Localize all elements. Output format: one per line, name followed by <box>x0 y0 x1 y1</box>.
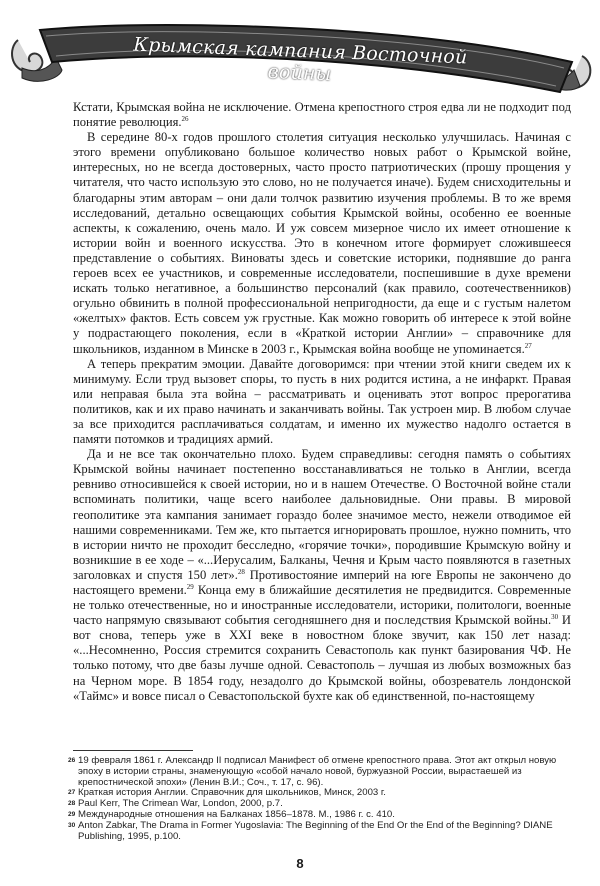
footnote-text: Краткая история Англии. Справочник для школьников, Минск, 2003 г. <box>78 787 386 799</box>
footnote-text: Международные отношения на Балканах 1856–1878. М., 1986 г. с. 410. <box>78 808 395 820</box>
header-banner <box>0 0 600 100</box>
page-number: 8 <box>296 856 304 871</box>
text-run: Да и не все так окончательно плохо. Будем справедливы: сегодня память о событиях Крымской войны начинает постепенно восстанавливаться не только в Англии, всегда ревниво относившейся к своей истории, но и в нашем Отечестве. О Восточной войне стали вспоминать политики, чаще всего наиболее дальновидные. Они правы. В мировой геополитике эта кампания занимает гораздо более значимое место, нежели отводимое ей нашими современниками. Тем же, кто пытается игнорировать прошлое, нужно помнить, что в истории ничто не проходит бесследно, «горячие точки», породившие Крымскую войну и возникшие в ее ходе – «...Иерусалим, Балканы, Чечня и Крым часто появляются в газетных заголовках и спустя 150 лет». <box>73 447 571 582</box>
body-text <box>73 100 571 704</box>
footnote-number: 29 <box>68 810 76 818</box>
footnote-item <box>68 756 574 788</box>
text-run: Конца ему в ближайшие десятилетия не предвидится. Современные не только отечественные, но и иностранные исследователи, историки, политологи, военные часто напрямую связывают события сегодняшнего дня и последствия Крымской войны. <box>73 583 571 628</box>
footnote-text: Paul Kerr, The Crimean War, London, 2000, p.7. <box>78 798 283 810</box>
text-run: В середине 80-х годов прошлого столетия ситуация несколько улучшилась. Начиная с этого времени опубликовано большое количество новых работ о Крымской войне, интересных, но не всегда достоверных, часто просто патриотических (прошу прощения у читателя, что часто использую это слово, но не получается иначе). Будем снисходительны и благодарны этим авторам – они дали толчок развитию изучения проблемы. В то же время исследований, детально освещающих события Крымской войны, особенно ее военные аспекты, к сожалению, очень мало. И уж совсем мизерное число их имеет отношение к истории войн и военного искусства. Это в конечном итоге формирует сложившееся представление о событиях. Виноваты здесь и советские историки, поднявшие до ранга героев всех ее участников, и современные исследователи, поспешившие в духе времени искать только негативное, а большинство персоналий (как правило, соотечественников) огульно обвинить в полной профессиональной непригодности, да еще и с густым налетом «желтых» фактов. Есть совсем уж грустные. Как можно говорить об интересе к этой войне у подрастающего поколения, если в «Краткой истории Англии» – справочнике для школьников, изданном в Минске в 2003 г., Крымская война вообще не упоминается. <box>73 130 571 356</box>
footnote-number: 28 <box>68 800 76 808</box>
footnote-item <box>68 821 574 843</box>
text-run: А теперь прекратим эмоции. Давайте договоримся: при чтении этой книги сведем их к минимуму. Если труд вызовет споры, то пусть в них родится истина, а не инфаркт. Правая или неправая была эта война – рассматривать и оценивать этот вопрос прерогатива политиков, как и их право начинать и заканчивать войны. Так устроен мир. В любом случае за все приходится расплачиваться солдатам, и именно их мужество надолго остается в памяти потомков и традициях армий. <box>73 356 571 447</box>
footnote-text: 19 февраля 1861 г. Александр II подписал Манифест об отмене крепостного права. Этот акт открыл новую эпоху в истории страны, знаменующую «собой начало новой, буржуазной России, вырастаешей из крепостнической эпохи» (Ленин В.И.; Соч., т. 17, с. 96). <box>78 755 557 788</box>
footnote-reference[interactable]: 27 <box>524 341 532 350</box>
paragraph <box>73 130 571 356</box>
footnote-number: 27 <box>68 789 76 797</box>
text-run: Противостояние империй на юге Европы не закончено до настоящего времени. <box>73 567 571 597</box>
footnote-number: 26 <box>68 757 76 764</box>
paragraph <box>73 447 571 704</box>
footnote-number: 30 <box>68 821 76 829</box>
footnote-reference[interactable]: 28 <box>237 567 245 576</box>
footnote-divider <box>73 750 193 751</box>
footnote-reference[interactable]: 29 <box>186 582 194 591</box>
paragraph <box>73 100 571 130</box>
footnote-text: Anton Zabkar, The Drama in Former Yugoslavia: The Beginning of the End Or the End of the Beginning? DIANE Publishing, 1995, p.100. <box>78 819 553 842</box>
footnotes <box>68 756 574 842</box>
paragraph <box>73 357 571 448</box>
text-run: Кстати, Крымская война не исключение. Отмена крепостного строя едва ли не подходит под понятие революция. <box>73 100 571 130</box>
text-run: И вот снова, теперь уже в XXI веке в новостном блоке звучит, как 150 лет назад: «...Несомненно, Россия стремится сохранить Севастополь как пункт базирования ЧФ. Не только потому, что две базы лучше одной. Севастополь – лучшая из любых возможных баз на Черном море. В 1854 году, незадолго до Крымской войны, обозреватель лондонской «Таймс» и вовсе писал о Севастопольской бухте как об единственной, по-настоящему <box>73 613 571 703</box>
footnote-reference[interactable]: 26 <box>181 114 189 123</box>
footnote-reference[interactable]: 30 <box>551 613 559 621</box>
chapter-title: Крымская кампания Восточной войны <box>132 33 468 86</box>
